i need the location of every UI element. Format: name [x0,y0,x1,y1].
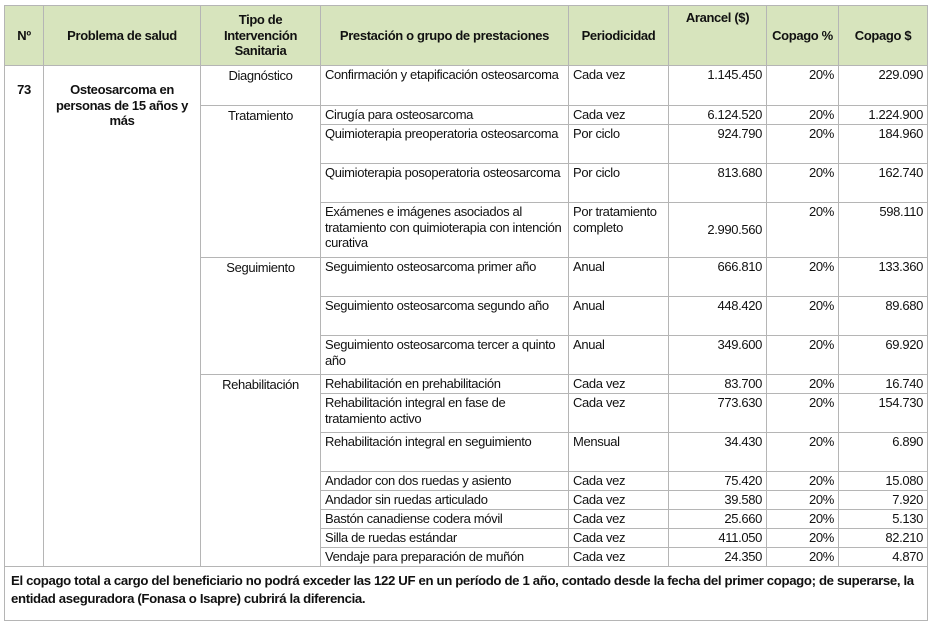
arancel-cell: 2.990.560 [669,203,767,258]
header-copago: Copago $ [839,6,928,66]
periodicidad-cell: Mensual [569,433,669,472]
periodicidad-cell: Anual [569,258,669,297]
prestacion-cell: Bastón canadiense codera móvil [321,510,569,529]
periodicidad-cell: Por tratamiento completo [569,203,669,258]
prestacion-cell: Andador sin ruedas articulado [321,491,569,510]
table-body [5,66,928,621]
arancel-cell: 773.630 [669,394,767,433]
copago-pct-cell: 20% [767,491,839,510]
copago-cell: 4.870 [839,548,928,567]
copago-cell: 154.730 [839,394,928,433]
prestacion-cell: Cirugía para osteosarcoma [321,106,569,125]
copago-pct-cell: 20% [767,66,839,106]
periodicidad-cell: Cada vez [569,106,669,125]
prestacion-cell: Rehabilitación integral en seguimiento [321,433,569,472]
copago-cell: 1.224.900 [839,106,928,125]
header-arancel: Arancel ($) [669,6,767,66]
header-copago-pct: Copago % [767,6,839,66]
header-row [5,6,928,66]
header-tipo: Tipo de Intervención Sanitaria [201,6,321,66]
prestacion-cell: Rehabilitación integral en fase de tratamiento activo [321,394,569,433]
arancel-cell: 813.680 [669,164,767,203]
prestacion-cell: Exámenes e imágenes asociados al tratamiento con quimioterapia con intención curativa [321,203,569,258]
periodicidad-cell: Por ciclo [569,125,669,164]
header-periodicidad: Periodicidad [569,6,669,66]
prestacion-cell: Vendaje para preparación de muñón [321,548,569,567]
copago-cell: 598.110 [839,203,928,258]
prestacion-cell: Seguimiento osteosarcoma segundo año [321,297,569,336]
periodicidad-cell: Cada vez [569,510,669,529]
copago-pct-cell: 20% [767,510,839,529]
tipo-cell: Diagnóstico [201,66,321,106]
header-prestacion: Prestación o grupo de prestaciones [321,6,569,66]
copago-pct-cell: 20% [767,472,839,491]
arancel-cell: 1.145.450 [669,66,767,106]
tipo-cell: Seguimiento [201,258,321,375]
prestacion-cell: Seguimiento osteosarcoma tercer a quinto año [321,336,569,375]
copago-cell: 16.740 [839,375,928,394]
copago-cell: 15.080 [839,472,928,491]
copago-cell: 229.090 [839,66,928,106]
copago-pct-cell: 20% [767,164,839,203]
arancel-cell: 448.420 [669,297,767,336]
prestacion-cell: Quimioterapia posoperatoria osteosarcoma [321,164,569,203]
copago-cell: 89.680 [839,297,928,336]
tipo-cell: Rehabilitación [201,375,321,567]
arancel-cell: 75.420 [669,472,767,491]
prestacion-cell: Confirmación y etapificación osteosarcoma [321,66,569,106]
tipo-cell: Tratamiento [201,106,321,258]
copago-table [4,5,928,621]
periodicidad-cell: Cada vez [569,375,669,394]
periodicidad-cell: Cada vez [569,472,669,491]
arancel-cell: 24.350 [669,548,767,567]
arancel-cell: 25.660 [669,510,767,529]
prestacion-cell: Andador con dos ruedas y asiento [321,472,569,491]
periodicidad-cell: Cada vez [569,491,669,510]
prestacion-cell: Rehabilitación en prehabilitación [321,375,569,394]
copago-pct-cell: 20% [767,433,839,472]
copago-pct-cell: 20% [767,203,839,258]
numero-cell: 73 [5,66,44,567]
copago-pct-cell: 20% [767,125,839,164]
copago-cell: 133.360 [839,258,928,297]
prestacion-cell: Quimioterapia preoperatoria osteosarcoma [321,125,569,164]
copago-cell: 162.740 [839,164,928,203]
copago-cell: 82.210 [839,529,928,548]
periodicidad-cell: Cada vez [569,529,669,548]
copago-pct-cell: 20% [767,258,839,297]
problema-cell: Osteosarcoma en personas de 15 años y más [44,66,201,567]
header-n: Nº [5,6,44,66]
copago-pct-cell: 20% [767,394,839,433]
footer-note: El copago total a cargo del beneficiario no podrá exceder las 122 UF en un período de 1 año, contado desde la fecha del primer copago; de superarse, la entidad aseguradora (Fonasa o Isapre) cubrirá la diferencia. [5,567,928,621]
arancel-cell: 411.050 [669,529,767,548]
arancel-cell: 666.810 [669,258,767,297]
copago-cell: 7.920 [839,491,928,510]
copago-pct-cell: 20% [767,106,839,125]
copago-cell: 184.960 [839,125,928,164]
periodicidad-cell: Por ciclo [569,164,669,203]
arancel-cell: 34.430 [669,433,767,472]
arancel-cell: 83.700 [669,375,767,394]
arancel-cell: 349.600 [669,336,767,375]
arancel-cell: 6.124.520 [669,106,767,125]
prestacion-cell: Silla de ruedas estándar [321,529,569,548]
periodicidad-cell: Anual [569,297,669,336]
periodicidad-cell: Cada vez [569,394,669,433]
copago-cell: 6.890 [839,433,928,472]
table-row [5,66,928,106]
arancel-cell: 39.580 [669,491,767,510]
periodicidad-cell: Cada vez [569,66,669,106]
copago-cell: 69.920 [839,336,928,375]
periodicidad-cell: Cada vez [569,548,669,567]
copago-cell: 5.130 [839,510,928,529]
copago-pct-cell: 20% [767,297,839,336]
arancel-cell: 924.790 [669,125,767,164]
copago-pct-cell: 20% [767,529,839,548]
copago-pct-cell: 20% [767,375,839,394]
footer-row [5,567,928,621]
prestacion-cell: Seguimiento osteosarcoma primer año [321,258,569,297]
periodicidad-cell: Anual [569,336,669,375]
header-problema: Problema de salud [44,6,201,66]
copago-pct-cell: 20% [767,548,839,567]
copago-pct-cell: 20% [767,336,839,375]
